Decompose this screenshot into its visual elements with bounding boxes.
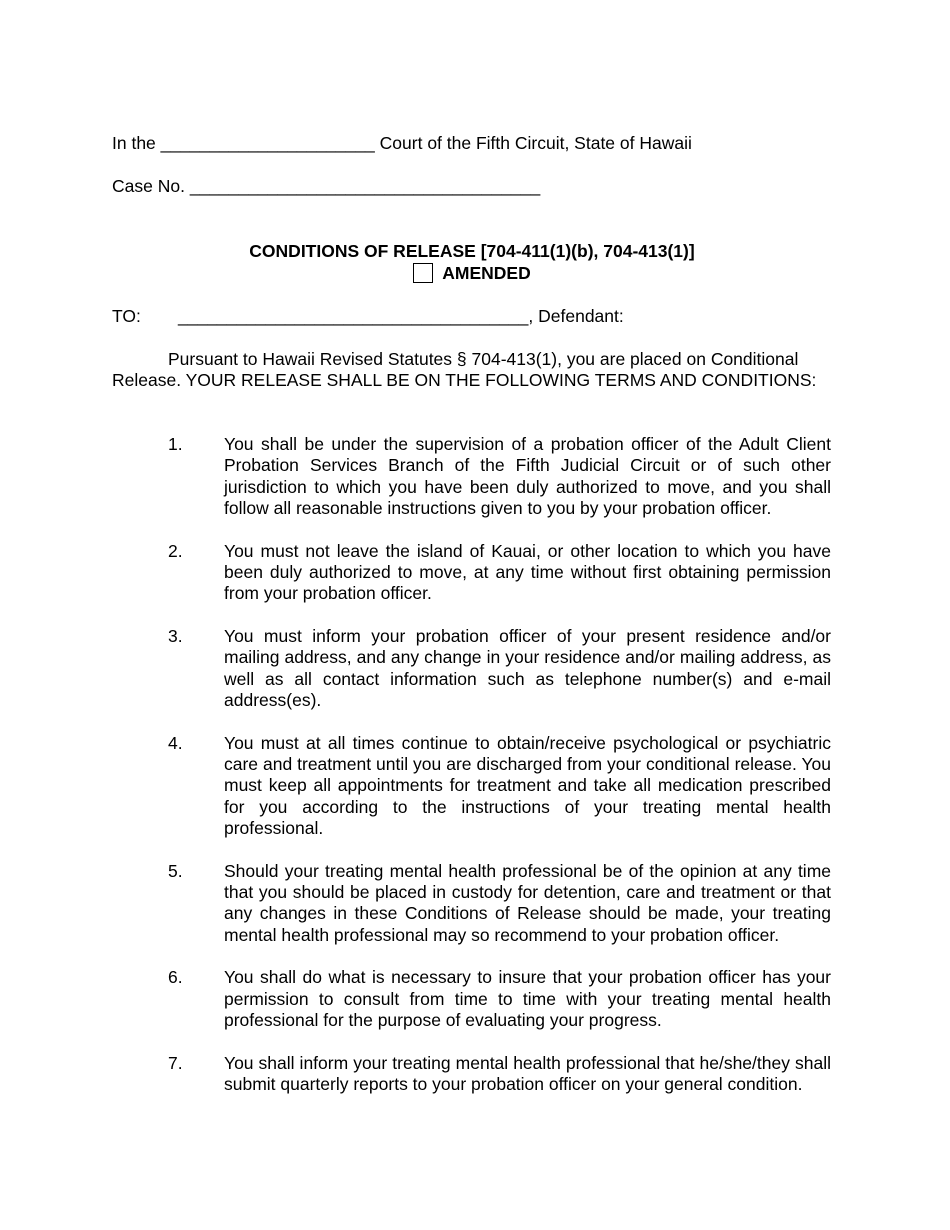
to-label: TO: <box>112 306 141 326</box>
amended-checkbox[interactable] <box>413 263 433 283</box>
condition-text: You must inform your probation officer of your present residence and/or mailing address, and any change in your residence and/or mailing address, as well as all contact information such as telephone number(s) and e-mail address(es). <box>224 626 831 710</box>
condition-number: 4. <box>168 732 183 753</box>
amended-row <box>112 263 832 284</box>
case-label: Case No. <box>112 176 185 196</box>
condition-text: You shall do what is necessary to insure that your probation officer has your permission to consult from time to time with your treating mental health professional for the purpose of evaluating your progress. <box>224 967 831 1031</box>
condition-text: You must at all times continue to obtain/receive psychological or psychiatric care and treatment until you are discharged from your conditional release. You must keep all appointments for treatment and take all medication prescribed for you according to the instructions of your treating mental health professional. <box>224 732 831 838</box>
court-name-blank[interactable]: ______________________ <box>160 133 375 153</box>
intro-paragraph: Pursuant to Hawaii Revised Statutes § 704-413(1), you are placed on Conditional Release. YOUR RELEASE SHALL BE ON THE FOLLOWING TERMS AND CONDITIONS: <box>112 349 817 391</box>
condition-number: 6. <box>168 967 183 988</box>
condition-text: You shall inform your treating mental health professional that he/she/they shall submit quarterly reports to your probation officer on your general condition. <box>224 1052 831 1095</box>
condition-text: You shall be under the supervision of a probation officer of the Adult Client Probation Services Branch of the Fifth Judicial Circuit or of such other jurisdiction to which you have been duly authorized to move, and you shall follow all reasonable instructions given to you by your probation officer. <box>224 434 831 518</box>
addressee-line <box>112 306 624 327</box>
court-prefix: In the <box>112 133 156 153</box>
condition-item <box>168 434 831 519</box>
condition-text: You must not leave the island of Kauai, or other location to which you have been duly authorized to move, at any time without first obtaining permission from your probation officer. <box>224 540 831 604</box>
defendant-name-blank[interactable]: ____________________________________ <box>178 306 529 326</box>
condition-number: 7. <box>168 1052 183 1073</box>
court-line <box>112 133 692 154</box>
condition-item <box>168 541 831 605</box>
condition-item <box>168 967 831 1031</box>
court-suffix: Court of the Fifth Circuit, State of Hawaii <box>379 133 692 153</box>
condition-item <box>168 861 831 946</box>
case-number-line <box>112 176 540 197</box>
case-number-blank[interactable]: ____________________________________ <box>189 176 541 196</box>
condition-text: Should your treating mental health professional be of the opinion at any time that you should be placed in custody for detention, care and treatment or that any changes in these Conditions of Release should be made, your treating mental health professional may so recommend to your probation officer. <box>224 860 831 945</box>
conditions-list <box>168 434 831 1117</box>
condition-number: 5. <box>168 860 183 881</box>
condition-item <box>168 1053 831 1096</box>
amended-label: AMENDED <box>442 263 531 283</box>
document-title: CONDITIONS OF RELEASE [704-411(1)(b), 704-413(1)] <box>249 241 695 261</box>
condition-number: 2. <box>168 540 183 561</box>
condition-item <box>168 733 831 839</box>
defendant-suffix: , Defendant: <box>528 306 624 326</box>
condition-item <box>168 626 831 711</box>
condition-number: 1. <box>168 434 183 454</box>
condition-number: 3. <box>168 626 183 647</box>
